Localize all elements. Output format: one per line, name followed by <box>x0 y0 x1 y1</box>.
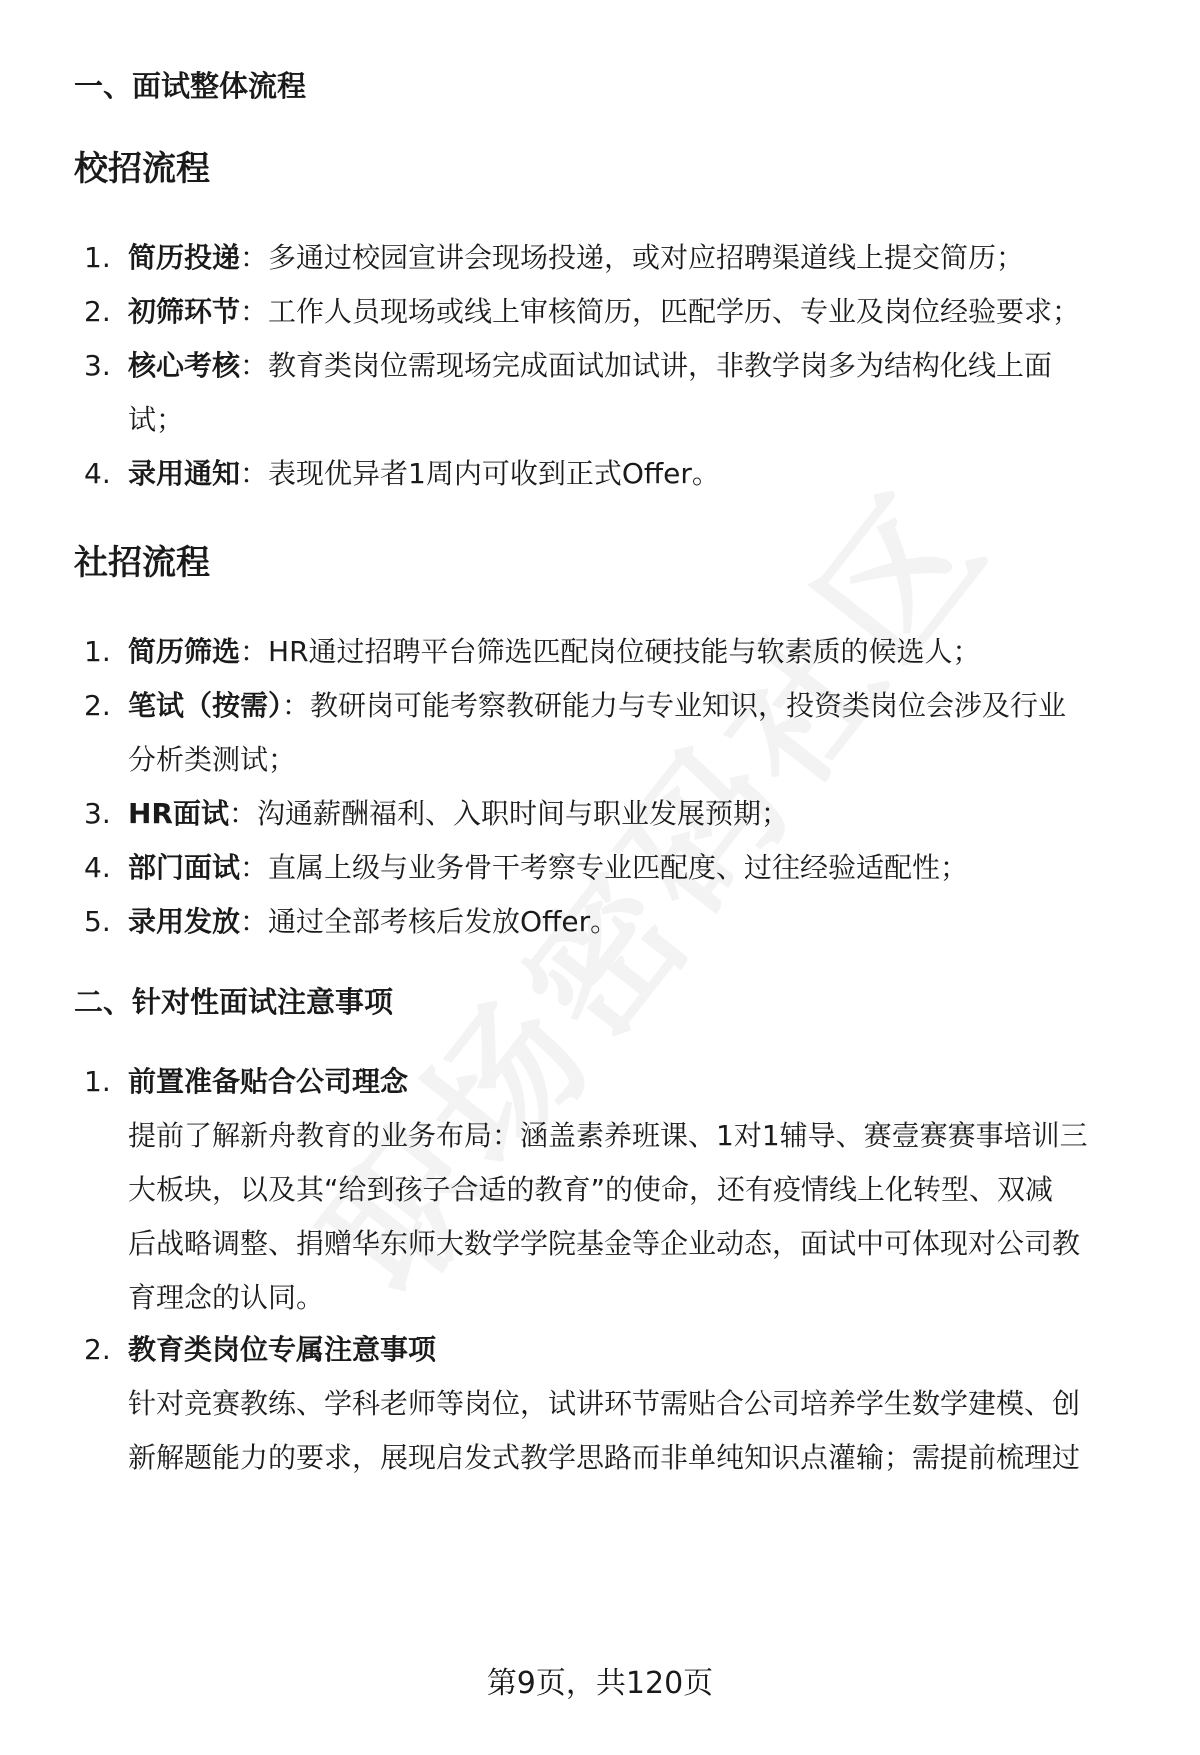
list-item-number: 5. <box>84 905 111 938</box>
list-item-number: 3. <box>84 349 111 382</box>
list-item-number: 3. <box>84 797 111 830</box>
list-item-label: 录用通知 <box>128 457 241 490</box>
list-item-text: 工作人员现场或线上审核简历，匹配学历、专业及岗位经验要求； <box>268 295 1081 328</box>
section-1-title: 一、面试整体流程 <box>74 69 307 103</box>
list-item-label: 录用发放 <box>128 905 241 938</box>
list-item-separator: ： <box>240 241 269 274</box>
list-item-number: 4. <box>84 851 111 884</box>
list-item-text: 沟通薪酬福利、入职时间与职业发展预期； <box>257 797 790 830</box>
list-item-number: 2. <box>84 1333 111 1366</box>
campus-process-title: 校招流程 <box>74 149 210 189</box>
list-item-label: 笔试（按需） <box>128 689 283 722</box>
list-item-text: 表现优异者1周内可收到正式Offer。 <box>268 457 720 490</box>
list-item-number: 1. <box>84 635 111 668</box>
list-item-number: 1. <box>84 1065 111 1098</box>
list-item-separator: ： <box>240 905 269 938</box>
list-item-separator: ： <box>240 295 269 328</box>
list-item-text: 教育类岗位需现场完成面试加试讲，非教学岗多为结构化线上面 <box>268 349 1053 382</box>
list-item-text: 通过全部考核后发放Offer。 <box>268 905 619 938</box>
list-item-number: 2. <box>84 689 111 722</box>
list-item-separator: ： <box>240 851 269 884</box>
list-item-label: HR面试 <box>128 797 229 830</box>
list-item-text: 多通过校园宣讲会现场投递，或对应招聘渠道线上提交简历； <box>268 241 1025 274</box>
list-item-heading: 教育类岗位专属注意事项 <box>128 1333 437 1366</box>
list-item-separator: ： <box>240 635 269 668</box>
list-item-label: 简历投递 <box>128 241 241 274</box>
paragraph-line: 大板块，以及其“给到孩子合适的教育”的使命，还有疫情线上化转型、双减 <box>128 1173 1054 1206</box>
list-item-heading: 前置准备贴合公司理念 <box>128 1065 409 1098</box>
list-item-number: 1. <box>84 241 111 274</box>
list-item-text-continued: 试； <box>128 403 185 436</box>
list-item-text: HR通过招聘平台筛选匹配岗位硬技能与软素质的候选人； <box>268 635 981 668</box>
paragraph-line: 育理念的认同。 <box>128 1281 325 1314</box>
social-process-title: 社招流程 <box>74 543 210 583</box>
list-item-separator: ： <box>229 797 258 830</box>
list-item-text-continued: 分析类测试； <box>128 743 297 776</box>
list-item-label: 部门面试 <box>128 851 241 884</box>
list-item-label: 简历筛选 <box>128 635 241 668</box>
list-item-text: 直属上级与业务骨干考察专业匹配度、过往经验适配性； <box>268 851 969 884</box>
section-2-title: 二、针对性面试注意事项 <box>74 985 394 1019</box>
paragraph-line: 针对竞赛教练、学科老师等岗位，试讲环节需贴合公司培养学生数学建模、创 <box>128 1387 1081 1420</box>
list-item-separator: ： <box>240 349 269 382</box>
list-item-separator: ： <box>240 457 269 490</box>
list-item-number: 4. <box>84 457 111 490</box>
paragraph-line: 新解题能力的要求，展现启发式教学思路而非单纯知识点灌输；需提前梳理过 <box>128 1441 1081 1474</box>
page-footer: 第9页，共120页 <box>486 1666 714 1701</box>
list-item-separator: ： <box>282 689 311 722</box>
list-item-label: 初筛环节 <box>128 295 241 328</box>
paragraph-line: 提前了解新舟教育的业务布局：涵盖素养班课、1对1辅导、赛壹赛赛事培训三 <box>128 1119 1088 1152</box>
paragraph-line: 后战略调整、捐赠华东师大数学学院基金等企业动态，面试中可体现对公司教 <box>128 1227 1081 1260</box>
list-item-number: 2. <box>84 295 111 328</box>
list-item-label: 核心考核 <box>128 349 241 382</box>
list-item-text: 教研岗可能考察教研能力与专业知识，投资类岗位会涉及行业 <box>310 689 1067 722</box>
